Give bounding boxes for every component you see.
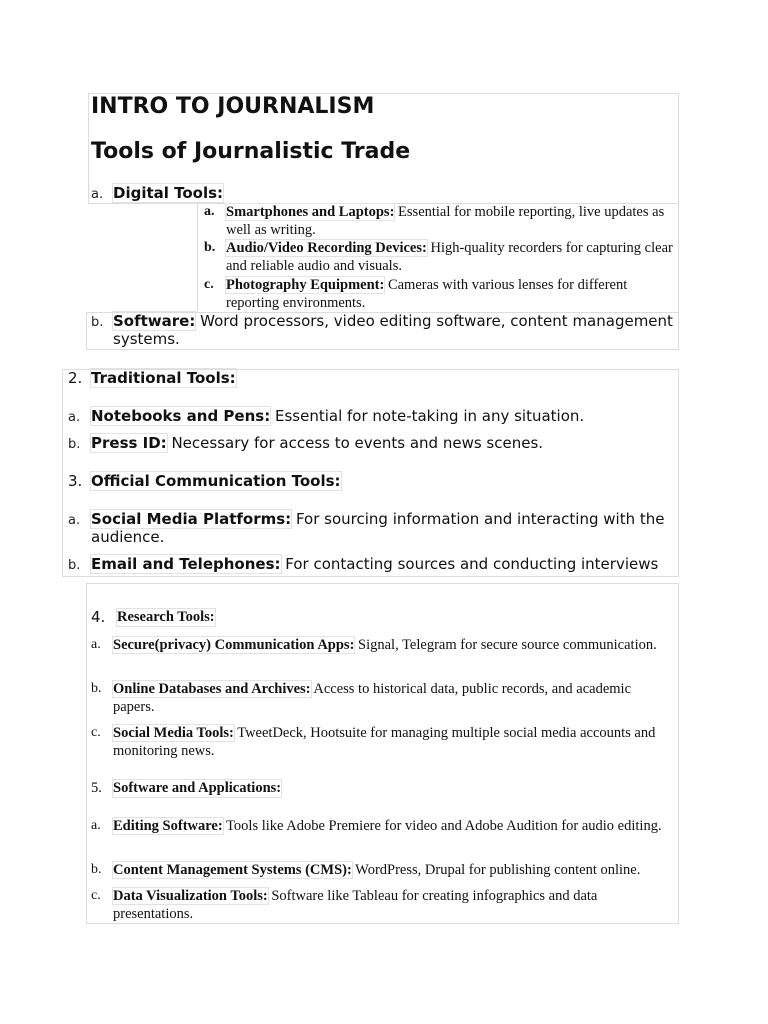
section-header-digital-tools: Digital Tools: xyxy=(113,184,224,202)
item-label: Online Databases and Archives: xyxy=(113,681,311,697)
list-marker: a. xyxy=(204,204,215,219)
item-label: Social Media Platforms: xyxy=(91,510,292,528)
section-header-software-applications: Software and Applications: xyxy=(113,780,282,796)
list-item xyxy=(113,636,673,654)
item-text: Cameras with various lenses for different reporting environments. xyxy=(226,277,628,311)
item-label: Content Management Systems (CMS): xyxy=(113,862,352,878)
list-item xyxy=(113,817,673,835)
item-text: Software like Tableau for creating infographics and data presentations. xyxy=(113,888,598,922)
section-number: 3. xyxy=(68,472,83,490)
item-text: For contacting sources and conducting interviews xyxy=(280,555,659,573)
section-number: 5. xyxy=(91,780,102,796)
section-number: 4. xyxy=(91,608,106,626)
list-marker: c. xyxy=(91,888,101,903)
item-text: Essential for note-taking in any situation. xyxy=(270,407,585,425)
list-marker: b. xyxy=(68,437,81,452)
item-label: Secure(privacy) Communication Apps: xyxy=(113,637,355,653)
item-label: Data Visualization Tools: xyxy=(113,888,268,904)
list-item xyxy=(226,239,674,275)
item-text: For sourcing information and interacting with the audience. xyxy=(91,510,665,546)
item-text: Word processors, video editing software, content management systems. xyxy=(113,312,673,348)
list-item xyxy=(113,312,679,348)
item-text: Tools like Adobe Premiere for video and Adobe Audition for audio editing. xyxy=(222,818,662,834)
item-text: Essential for mobile reporting, live updates as well as writing. xyxy=(226,204,665,238)
list-item xyxy=(91,407,676,425)
list-marker: a. xyxy=(91,187,104,202)
list-item xyxy=(91,434,676,452)
section-header-research-tools: Research Tools: xyxy=(117,609,215,625)
document-subtitle: Tools of Journalistic Trade xyxy=(91,139,411,164)
list-item xyxy=(113,680,673,716)
list-marker: b. xyxy=(91,681,102,696)
list-marker: a. xyxy=(91,818,101,833)
item-label: Social Media Tools: xyxy=(113,725,234,741)
item-label: Notebooks and Pens: xyxy=(91,407,271,425)
list-marker: b. xyxy=(204,240,216,255)
list-item xyxy=(91,555,676,573)
list-item xyxy=(113,861,673,879)
list-marker: b. xyxy=(68,558,81,573)
item-text: Signal, Telegram for secure source communication. xyxy=(354,637,657,653)
list-item xyxy=(113,724,673,760)
list-marker: b. xyxy=(91,862,102,877)
item-text: Access to historical data, public records, and academic papers. xyxy=(113,681,632,715)
item-label: Email and Telephones: xyxy=(91,555,281,573)
section-number: 2. xyxy=(68,369,83,387)
list-item xyxy=(113,887,673,923)
list-marker: c. xyxy=(91,725,101,740)
list-marker: a. xyxy=(68,410,81,425)
list-marker: a. xyxy=(91,637,101,652)
list-marker: a. xyxy=(68,513,81,528)
item-label: Photography Equipment: xyxy=(226,277,385,293)
item-text: TweetDeck, Hootsuite for managing multiple social media accounts and monitoring news. xyxy=(113,725,656,759)
item-text: Necessary for access to events and news scenes. xyxy=(166,434,544,452)
list-item xyxy=(226,203,674,239)
item-label: Smartphones and Laptops: xyxy=(226,204,395,220)
list-item xyxy=(91,510,676,546)
document-title: INTRO TO JOURNALISM xyxy=(91,94,375,119)
section-header-traditional-tools: Traditional Tools: xyxy=(91,369,236,387)
section-header-official-communication: Official Communication Tools: xyxy=(91,472,341,490)
item-label: Software: xyxy=(113,312,196,330)
list-item xyxy=(226,276,674,312)
list-marker: c. xyxy=(204,277,214,292)
item-text: High-quality recorders for capturing clear and reliable audio and visuals. xyxy=(226,240,673,274)
item-label: Editing Software: xyxy=(113,818,223,834)
item-label: Audio/Video Recording Devices: xyxy=(226,240,427,256)
list-marker: b. xyxy=(91,315,104,330)
item-label: Press ID: xyxy=(91,434,167,452)
item-text: WordPress, Drupal for publishing content online. xyxy=(351,862,641,878)
